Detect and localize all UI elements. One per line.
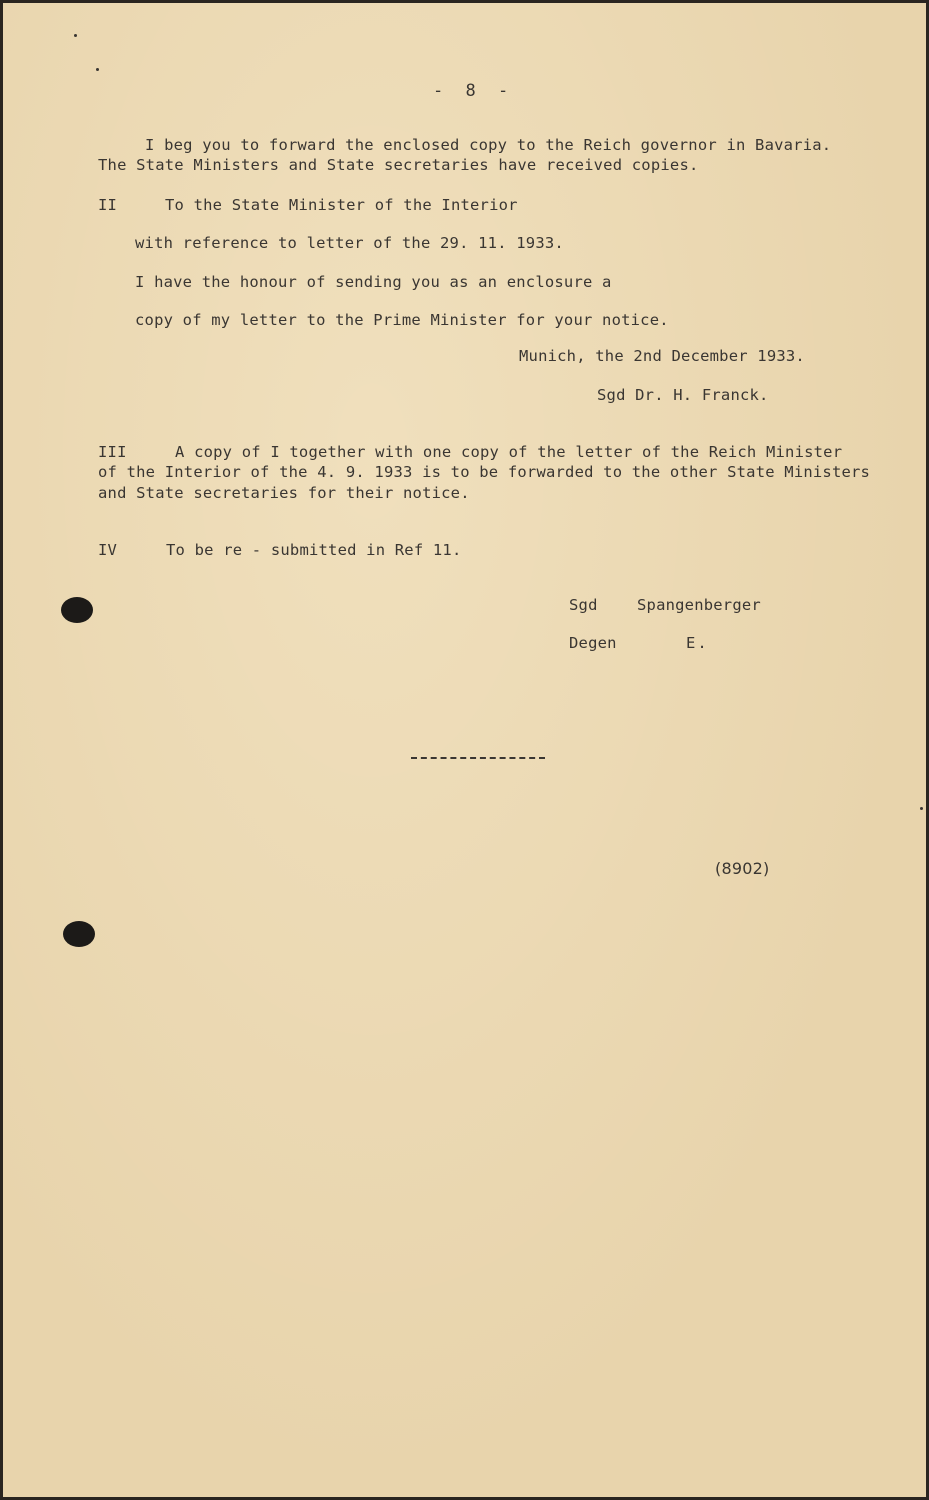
punch-hole — [61, 597, 93, 623]
document-number: (8902) — [715, 859, 770, 878]
paragraph1-line2: The State Ministers and State secretaries have received copies. — [98, 156, 699, 174]
section3-line2: of the Interior of the 4. 9. 1933 is to be forwarded to the other State Ministers — [98, 463, 871, 481]
punch-hole — [63, 921, 95, 947]
section2-heading: To the State Minister of the Interior — [165, 196, 518, 214]
section3-line1: A copy of I together with one copy of the letter of the Reich Minister — [175, 443, 843, 461]
section2-line1: with reference to letter of the 29. 11. 1933. — [135, 234, 564, 252]
dashed-divider — [411, 757, 545, 759]
section2-line3: copy of my letter to the Prime Minister for your notice. — [135, 311, 669, 329]
paragraph1-line1: I beg you to forward the enclosed copy to the Reich governor in Bavaria. — [145, 136, 832, 154]
place-date: Munich, the 2nd December 1933. — [519, 347, 805, 365]
section2-numeral: II — [98, 196, 118, 214]
sgd-label: Sgd — [569, 596, 598, 614]
degen-label: Degen — [569, 634, 617, 652]
section3-numeral: III — [98, 443, 127, 461]
section2-line2: I have the honour of sending you as an enclosure a — [135, 273, 612, 291]
signature-franck: Sgd Dr. H. Franck. — [597, 386, 769, 404]
page-number: - 8 - — [433, 81, 515, 101]
ink-speck — [920, 807, 923, 810]
ink-speck — [74, 34, 77, 37]
degen-initial: E. — [686, 634, 709, 652]
section3-line3: and State secretaries for their notice. — [98, 484, 470, 502]
ink-speck — [96, 68, 99, 71]
section4-text: To be re - submitted in Ref 11. — [166, 541, 462, 559]
section4-numeral: IV — [98, 541, 118, 559]
sgd-name: Spangenberger — [637, 596, 761, 614]
